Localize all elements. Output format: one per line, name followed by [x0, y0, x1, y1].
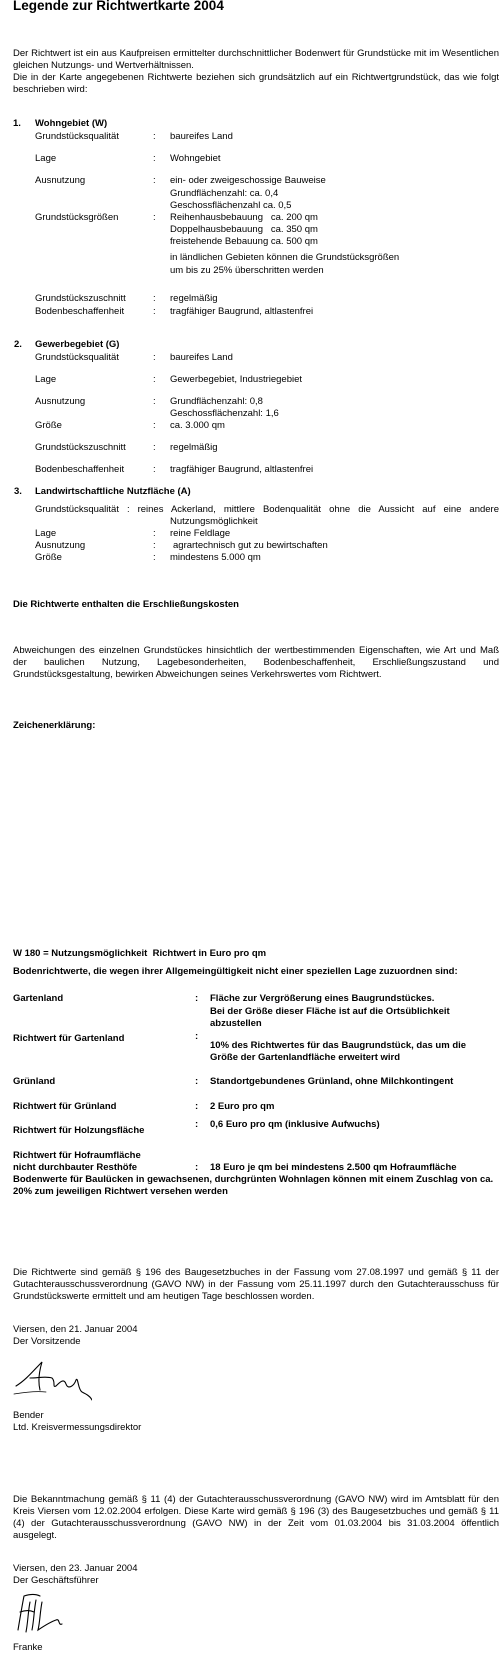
erschliessung-note: Die Richtwerte enthalten die Erschließungskosten [13, 599, 239, 610]
gartenland-label: Gartenland [13, 993, 64, 1004]
intro-text-1: Der Richtwert ist ein aus Kaufpreisen ermittelter durchschnittlicher Bodenwert für Grundstücke mit im Wesentlichen gleichen Nutzungs- und Wertverhältnissen. [13, 48, 499, 71]
row-label: Grundstücksgrößen [35, 212, 119, 223]
row-colon: : [195, 1101, 199, 1112]
row-value: tragfähiger Baugrund, altlastenfrei [170, 464, 314, 475]
row-value: baureifes Land [170, 131, 233, 142]
row-value: mindestens 5.000 qm [170, 552, 261, 563]
section-number: 1. [13, 118, 21, 129]
row-value-line: Doppelhausbebauung ca. 350 qm [170, 224, 318, 235]
row-value: agrartechnisch gut zu bewirtschaften [173, 540, 328, 551]
row-label: Lage [35, 374, 57, 385]
row-value: baureifes Land [170, 352, 233, 363]
row-colon: : [195, 1119, 199, 1130]
row-label: Ausnutzung [35, 396, 86, 407]
baulucken-note: Bodenwerte für Baulücken in gewachsenen, durchgrünten Wohnlagen können mit einem Zuschlag von ca. 20% zum jeweiligen Richtwert versehen werden [13, 1174, 494, 1197]
row-value: Reihenhausbebauung ca. 200 qm [170, 212, 318, 223]
row-colon: : [153, 442, 156, 453]
row-label: Bodenbeschaffenheit [35, 464, 125, 475]
row-value: Wohngebiet [170, 153, 221, 164]
row-value: regelmäßig [170, 293, 218, 304]
section-title: Landwirtschaftliche Nutzfläche (A) [35, 486, 191, 497]
gartenland-value-line: abzustellen [210, 1018, 262, 1029]
sign2-name: Franke [13, 1642, 43, 1653]
rw-hof-value: 18 Euro je qm bei mindestens 2.500 qm Hofraumfläche [210, 1162, 457, 1173]
section-title: Wohngebiet (W) [35, 118, 108, 129]
row-colon: : [195, 1076, 199, 1087]
row-colon: : [195, 1162, 199, 1173]
gartenland-value-line: Bei der Größe dieser Fläche ist auf die Ortsüblichkeit [210, 1006, 450, 1017]
sign1-title: Ltd. Kreisvermessungsdirektor [13, 1422, 142, 1433]
rw-gruenland-label: Richtwert für Grünland [13, 1101, 117, 1112]
row-value: Grundflächenzahl: 0,8 [170, 396, 263, 407]
row-colon: : [153, 293, 156, 304]
w180-explanation: W 180 = Nutzungsmöglichkeit Richtwert in Euro pro qm [13, 948, 267, 959]
row-label: Lage [35, 528, 57, 539]
row-colon: : [153, 153, 156, 164]
row-value-line: in ländlichen Gebieten können die Grundstücksgrößen [170, 252, 400, 263]
signature-franke-icon [14, 1592, 64, 1636]
row-label: Bodenbeschaffenheit [35, 306, 125, 317]
gartenland-value: Fläche zur Vergrößerung eines Baugrundstückes. [210, 993, 435, 1004]
row-value: reine Feldlage [170, 528, 231, 539]
legend-heading: Zeichenerklärung: [13, 720, 96, 731]
rw-gruenland-value: 2 Euro pro qm [210, 1101, 275, 1112]
row-colon: : [153, 396, 156, 407]
row-value: regelmäßig [170, 442, 218, 453]
row-colon: : [153, 374, 156, 385]
gruenland-value: Standortgebundenes Grünland, ohne Milchkontingent [210, 1076, 454, 1087]
page-title: Legende zur Richtwertkarte 2004 [13, 0, 224, 13]
abweichungen-text: Abweichungen des einzelnen Grundstückes hinsichtlich der wertbestimmenden Eigenschaften, wie Art und Maß der baulichen Nutzung, Lagebesonderheiten, Bodenbeschaffenheit, Erschließungszustand und Grundstücksgestaltung, bewirken Abweichungen seines Verkehrswertes vom Richtwert. [13, 645, 499, 680]
section-number: 3. [14, 486, 22, 497]
row-colon: : [153, 552, 156, 563]
row-label: Grundstückszuschnitt [35, 442, 126, 453]
quality-line-cont: Nutzungsmöglichkeit [170, 516, 258, 527]
sign1-role: Der Vorsitzende [13, 1336, 81, 1347]
row-value: ca. 3.000 qm [170, 420, 225, 431]
row-colon: : [153, 306, 156, 317]
rw-gartenland-label: Richtwert für Gartenland [13, 1033, 125, 1044]
rw-hof-label-line: nicht durchbauter Resthöfe [13, 1162, 138, 1173]
signature-bender-icon [12, 1356, 92, 1402]
sign1-name: Bender [13, 1410, 44, 1421]
row-label: Grundstückszuschnitt [35, 293, 126, 304]
rw-gartenland-value: 10% des Richtwertes für das Baugrundstück, das um die [210, 1040, 467, 1051]
sign1-place-date: Viersen, den 21. Januar 2004 [13, 1324, 138, 1335]
rw-holz-label: Richtwert für Holzungsfläche [13, 1125, 145, 1136]
row-value-line: Geschossflächenzahl: 1,6 [170, 408, 279, 419]
row-label: Grundstücksqualität [35, 131, 119, 142]
rw-holz-value: 0,6 Euro pro qm (inklusive Aufwuchs) [210, 1119, 380, 1130]
rw-hof-label: Richtwert für Hofraumfläche [13, 1150, 141, 1161]
bodenrichtwerte-heading: Bodenrichtwerte, die wegen ihrer Allgemeingültigkeit nicht einer speziellen Lage zuzuordnen sind: [13, 966, 458, 977]
row-value-line: freistehende Bebauung ca. 500 qm [170, 236, 318, 247]
row-label: Größe [35, 552, 62, 563]
row-label: Größe [35, 420, 62, 431]
row-value-line: Geschossflächenzahl ca. 0,5 [170, 200, 292, 211]
row-colon: : [153, 464, 156, 475]
row-value: tragfähiger Baugrund, altlastenfrei [170, 306, 314, 317]
row-colon: : [153, 212, 156, 223]
rw-gartenland-value-line: Größe der Gartenlandfläche erweitert wird [210, 1052, 401, 1063]
section-number: 2. [14, 339, 22, 350]
gruenland-label: Grünland [13, 1076, 56, 1087]
row-value: Gewerbegebiet, Industriegebiet [170, 374, 303, 385]
row-value-line: Grundflächenzahl: ca. 0,4 [170, 188, 279, 199]
sign2-place-date: Viersen, den 23. Januar 2004 [13, 1563, 138, 1574]
row-colon: : [153, 131, 156, 142]
row-value: ein- oder zweigeschossige Bauweise [170, 175, 326, 186]
row-value-line: um bis zu 25% überschritten werden [170, 265, 324, 276]
row-colon: : [153, 175, 156, 186]
bekanntmachung-text: Die Bekanntmachung gemäß § 11 (4) der Gutachterausschussverordnung (GAVO NW) wird im Amtsblatt für den Kreis Viersen vom 12.02.2004 erfolgen. Diese Karte wird gemäß § 196 (3) des Baugesetzbuches und gemäß § 11 (4) der Gutachterausschussverordnung (GAVO NW) in der Zeit vom 01.03.2004 bis 31.03.2004 öffentlich ausgelegt. [13, 1494, 499, 1541]
intro-text-2: Die in der Karte angegebenen Richtwerte beziehen sich grundsätzlich auf ein Richtwertgrundstück, das wie folgt beschrieben wird: [13, 72, 499, 95]
row-label: Grundstücksqualität [35, 352, 119, 363]
quality-line: Grundstücksqualität : reines Ackerland, mittlere Bodenqualität ohne die Aussicht auf eine andere [35, 504, 499, 515]
section-title: Gewerbegebiet (G) [35, 339, 120, 350]
beschluss-text: Die Richtwerte sind gemäß § 196 des Baugesetzbuches in der Fassung vom 27.08.1997 und gemäß § 11 der Gutachterausschussverordnung (GAVO NW) in der Fassung vom 25.11.1997 durch den Gutachterausschuss für Grundstückswerte ermittelt und am heutigen Tage beschlossen worden. [13, 1267, 499, 1302]
sign2-role: Der Geschäftsführer [13, 1575, 99, 1586]
row-colon: : [195, 1031, 199, 1042]
row-label: Ausnutzung [35, 540, 86, 551]
row-label: Ausnutzung [35, 175, 86, 186]
row-colon: : [153, 528, 156, 539]
row-colon: : [153, 540, 156, 551]
row-colon: : [195, 993, 199, 1004]
row-colon: : [153, 352, 156, 363]
row-colon: : [153, 420, 156, 431]
row-label: Lage [35, 153, 57, 164]
